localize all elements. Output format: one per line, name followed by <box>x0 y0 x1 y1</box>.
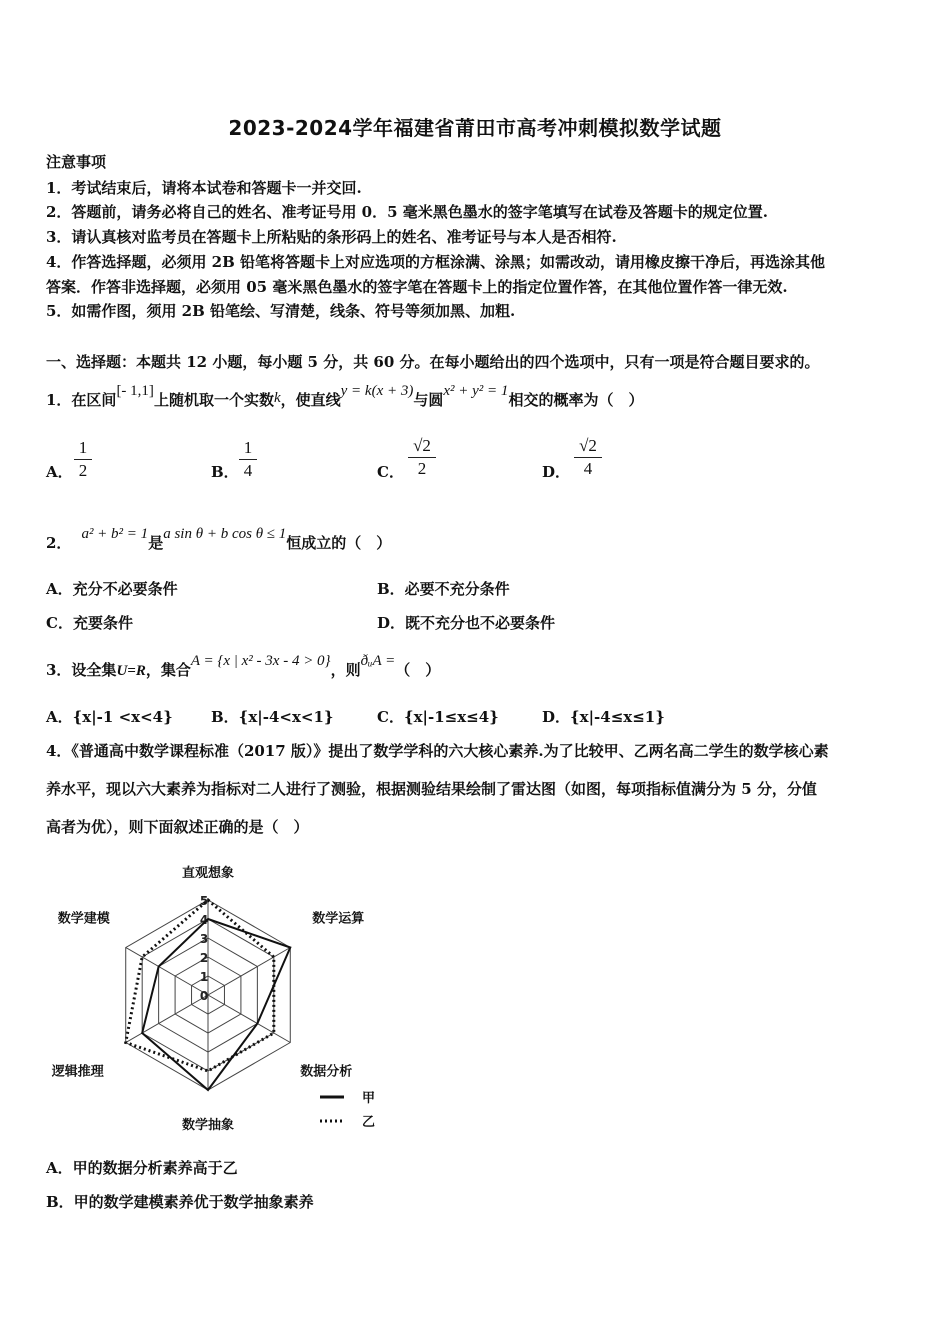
q1-option-c-fraction: √2 2 <box>408 436 436 479</box>
q3-option-d: D．{x|-4≤x≤1} <box>542 708 665 726</box>
q1-interval: [- 1,1] <box>116 383 154 399</box>
q3-option-a: A．{x|-1 <x<4} <box>46 708 173 726</box>
q1-circle-eq: x² + y² = 1 <box>443 383 509 399</box>
q2-condition-2: a sin θ + b cos θ ≤ 1 <box>163 526 287 542</box>
radar-tick-label: 2 <box>199 951 209 965</box>
radar-spoke <box>208 948 290 996</box>
q4-line: 养水平，现以六大素养为指标对二人进行了测验，根据测验结果绘制了雷达图（如图，每项指标值满分为 5 分，分值 <box>46 780 817 798</box>
q1-text: 与圆 <box>413 391 444 409</box>
q2-number: 2． <box>46 534 72 552</box>
radar-tick-label: 3 <box>199 932 209 946</box>
q1-option-b-fraction: 1 4 <box>239 438 257 481</box>
q3-universal-set: U=R <box>116 663 146 679</box>
q2-option-b: B．必要不充分条件 <box>377 580 510 598</box>
q1-text: 相交的概率为（ ） <box>508 391 644 409</box>
q1-line-eq: y = k(x + 3) <box>340 383 414 399</box>
question-3 <box>46 653 441 680</box>
radar-spoke <box>126 948 208 996</box>
notice-line: 答案．作答非选择题，必须用 05 毫米黑色墨水的签字笔在答题卡上的指定位置作答，在其他位置作答一律无效. <box>46 278 788 296</box>
radar-legend-label: 甲 <box>362 1091 376 1106</box>
q1-option-c-label: C． <box>377 463 404 481</box>
radar-legend-label: 乙 <box>362 1115 376 1130</box>
q4-option-b: B．甲的数学建模素养优于数学抽象素养 <box>46 1193 314 1211</box>
radar-axis-label: 数据分析 <box>300 1064 353 1080</box>
question-2 <box>46 526 392 553</box>
q1-option-a-label: A． <box>46 463 73 481</box>
radar-tick-label: 4 <box>199 913 209 927</box>
q1-option-b-label: B． <box>211 463 239 481</box>
q3-text: ，集合 <box>145 661 191 679</box>
q1-text: 1．在区间 <box>46 391 117 409</box>
q2-text: 恒成立的（ ） <box>286 534 392 552</box>
q1-text: 上随机取一个实数 <box>153 391 274 409</box>
q4-line: 高者为优），则下面叙述正确的是（ ） <box>46 818 309 836</box>
radar-axis-label: 直观想象 <box>181 866 235 881</box>
notice-line: 2．答题前，请务必将自己的姓名、准考证号用 0．5 毫米黑色墨水的签字笔填写在试卷及答题卡的规定位置. <box>46 203 768 221</box>
radar-tick-label: 5 <box>199 894 209 908</box>
radar-axis-label: 逻辑推理 <box>51 1064 104 1080</box>
q3-text: （ ） <box>395 661 441 679</box>
q3-option-b: B．{x|-4<x<1} <box>211 708 334 726</box>
q1-option-d-label: D． <box>542 463 571 481</box>
q1-k: k <box>273 390 281 406</box>
q3-complement: ðᵤA = <box>360 653 396 669</box>
q3-text: 3．设全集 <box>46 661 117 679</box>
section-heading: 一、选择题：本题共 12 小题，每小题 5 分，共 60 分。在每小题给出的四个选项中，只有一项是符合题目要求的。 <box>46 353 820 371</box>
notice-line: 3．请认真核对监考员在答题卡上所粘贴的条形码上的姓名、准考证号与本人是否相符. <box>46 228 617 246</box>
radar-axis-label: 数学抽象 <box>181 1118 235 1133</box>
q4-line: 4．《普通高中数学课程标准（2017 版）》提出了数学学科的六大核心素养.为了比较甲、乙两名高二学生的数学核心素 <box>46 742 829 760</box>
notice-heading: 注意事项 <box>46 153 107 171</box>
radar-tick-label: 1 <box>199 970 209 984</box>
q2-option-c: C．充要条件 <box>46 614 133 632</box>
q2-text: 是 <box>148 534 164 552</box>
q3-set-a: A = {x | x² - 3x - 4 > 0} <box>190 653 331 669</box>
radar-axis-label: 数学运算 <box>312 911 365 927</box>
notice-line: 4．作答选择题，必须用 2B 铅笔将答题卡上对应选项的方框涂满、涂黑；如需改动，请用橡皮擦干净后，再选涂其他 <box>46 253 826 271</box>
notice-line: 1．考试结束后，请将本试卷和答题卡一并交回. <box>46 179 362 197</box>
q3-option-c: C．{x|-1≤x≤4} <box>377 708 499 726</box>
radar-axis-label: 数学建模 <box>57 911 110 927</box>
q3-text: ，则 <box>330 661 361 679</box>
radar-spoke <box>126 995 208 1043</box>
page-title: 2023-2024学年福建省莆田市高考冲刺模拟数学试题 <box>228 116 722 140</box>
radar-tick-label: 0 <box>199 989 209 1003</box>
notice-line: 5．如需作图，须用 2B 铅笔绘、写清楚，线条、符号等须加黑、加粗. <box>46 302 516 320</box>
q1-option-d-fraction: √2 4 <box>574 436 602 479</box>
q2-option-d: D．既不充分也不必要条件 <box>377 614 556 632</box>
q2-condition-1: a² + b² = 1 <box>81 526 149 542</box>
question-1 <box>46 383 644 410</box>
q2-option-a: A．充分不必要条件 <box>46 580 178 598</box>
q4-option-a: A．甲的数据分析素养高于乙 <box>46 1159 238 1177</box>
q1-text: ，使直线 <box>280 391 341 409</box>
q1-option-a-fraction: 1 2 <box>74 438 92 481</box>
radar-chart <box>40 855 390 1135</box>
